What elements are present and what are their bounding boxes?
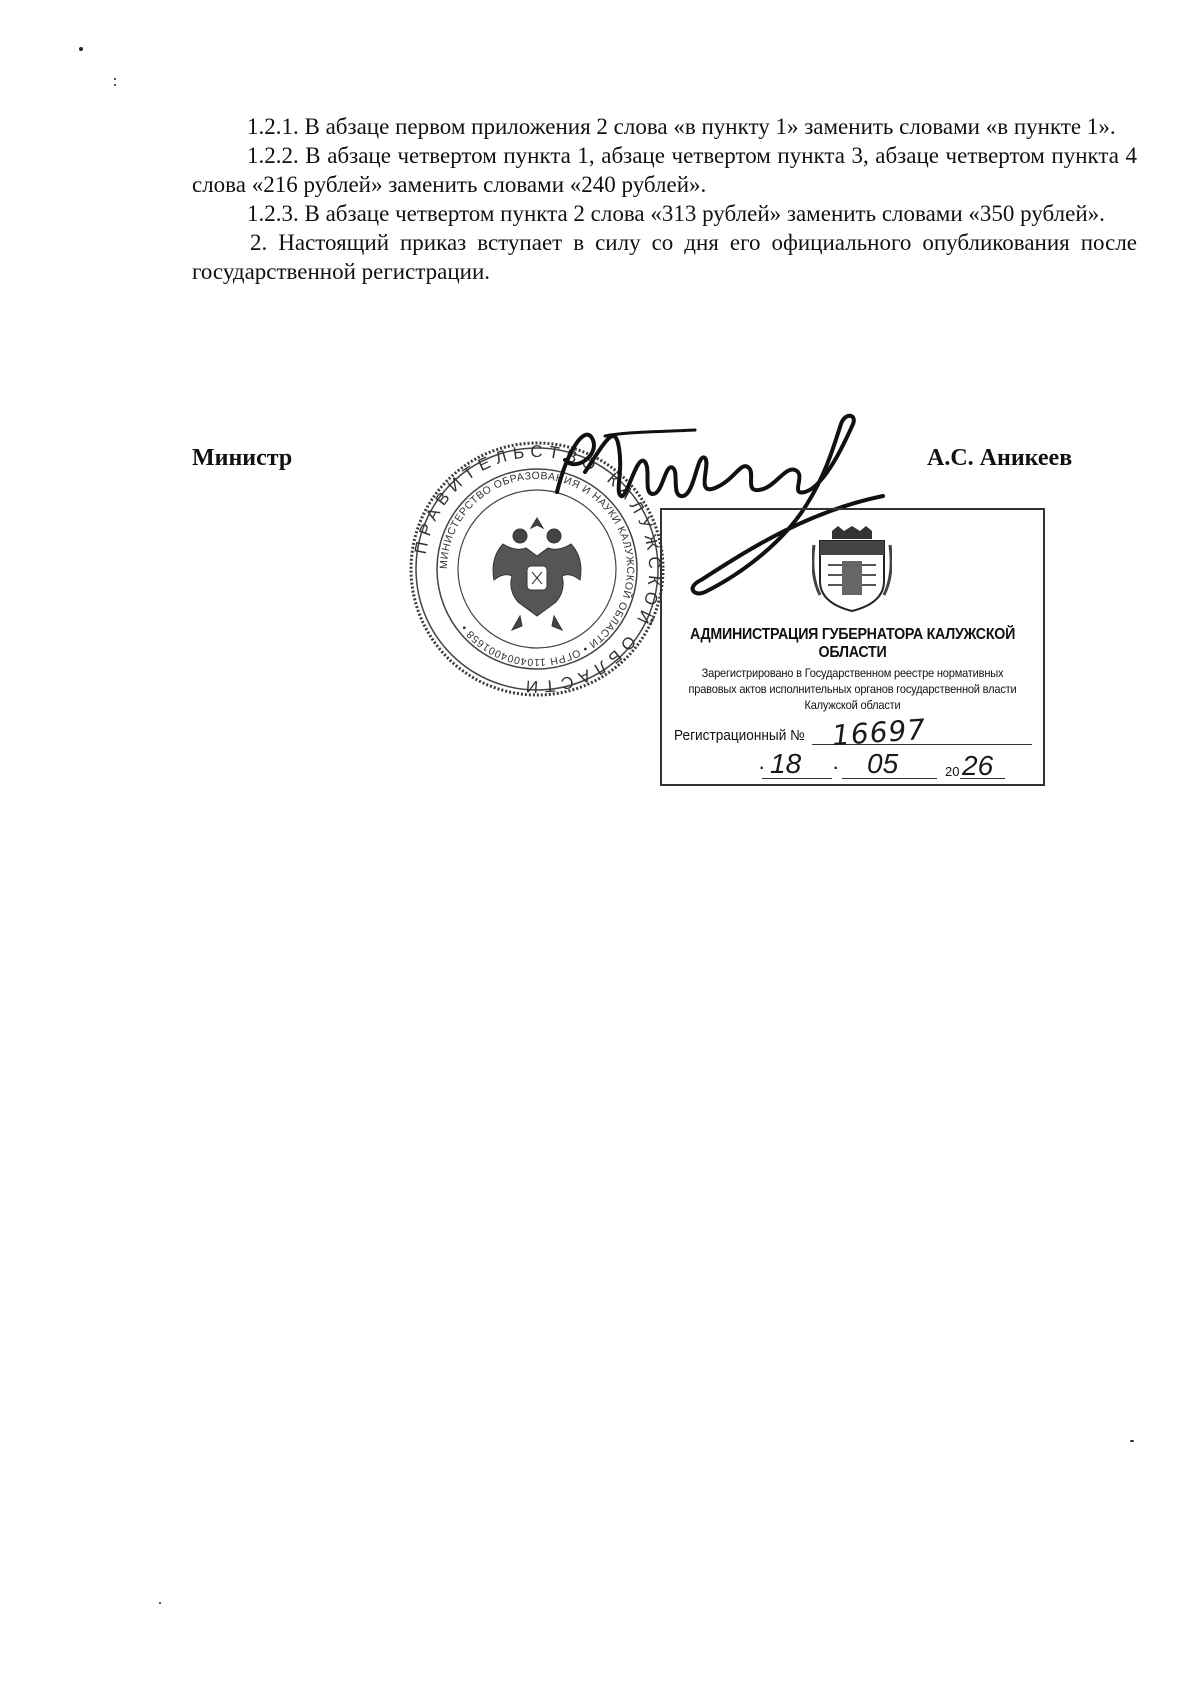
stamp-organization: АДМИНИСТРАЦИЯ ГУБЕРНАТОРА КАЛУЖСКОЙ ОБЛАСТИ (689, 626, 1016, 661)
signatory-name: А.С. Аникеев (927, 445, 1073, 471)
date-month-underline (842, 778, 937, 779)
kaluga-coat-of-arms-icon (812, 525, 892, 613)
date-separator: · (758, 754, 766, 779)
stamp-registered-text-1: Зарегистрировано в Государственном реестре нормативных (701, 666, 1004, 680)
seal-inner-text: МИНИСТЕРСТВО ОБРАЗОВАНИЯ И НАУКИ КАЛУЖСКОЙ ОБЛАСТИ • ОГРН 1104004001658 • (437, 469, 637, 669)
stamp-registered-text-2: правовых актов исполнительных органов государственной власти (688, 682, 1017, 696)
paragraph-1-2-3: 1.2.3. В абзаце четвертом пункта 2 слова «313 рублей» заменить словами «350 рублей». (247, 201, 1105, 226)
date-day-underline (762, 778, 832, 779)
seal-outer-text: ПРАВИТЕЛЬСТВО КАЛУЖСКОЙ ОБЛАСТИ (410, 441, 665, 697)
scan-speck (1130, 1440, 1134, 1442)
registration-number-label: Регистрационный № (674, 728, 805, 744)
document-body (192, 112, 1137, 286)
registration-number-value: 16697 (830, 712, 928, 753)
registration-stamp (660, 508, 1045, 786)
registration-date-month: 05 (867, 748, 899, 779)
signatory-role: Министр (192, 445, 293, 471)
paragraph-1-2-2: 1.2.2. В абзаце четвертом пункта 1, абзаце четвертом пункта 3, абзаце четвертом пункта 4 слова «216 рублей» заменить словами «240 рублей». (192, 143, 1137, 197)
date-separator: · (832, 754, 840, 779)
stamp-registered-text-3: Калужской области (804, 698, 901, 712)
date-year-underline (960, 778, 1005, 779)
paragraph-2: 2. Настоящий приказ вступает в силу со дня его официального опубликования после государственной регистрации. (192, 230, 1137, 284)
paragraph-1-2-1: 1.2.1. В абзаце первом приложения 2 слова «в пункту 1» заменить словами «в пункте 1». (247, 114, 1116, 139)
scan-speck (79, 47, 83, 51)
registration-date-year-prefix: 20 (945, 764, 960, 779)
scan-speck (114, 84, 116, 86)
scan-speck (159, 1602, 161, 1604)
registration-date-year: 26 (962, 750, 994, 781)
registration-date-day: 18 (770, 748, 802, 779)
scan-speck (114, 78, 116, 80)
